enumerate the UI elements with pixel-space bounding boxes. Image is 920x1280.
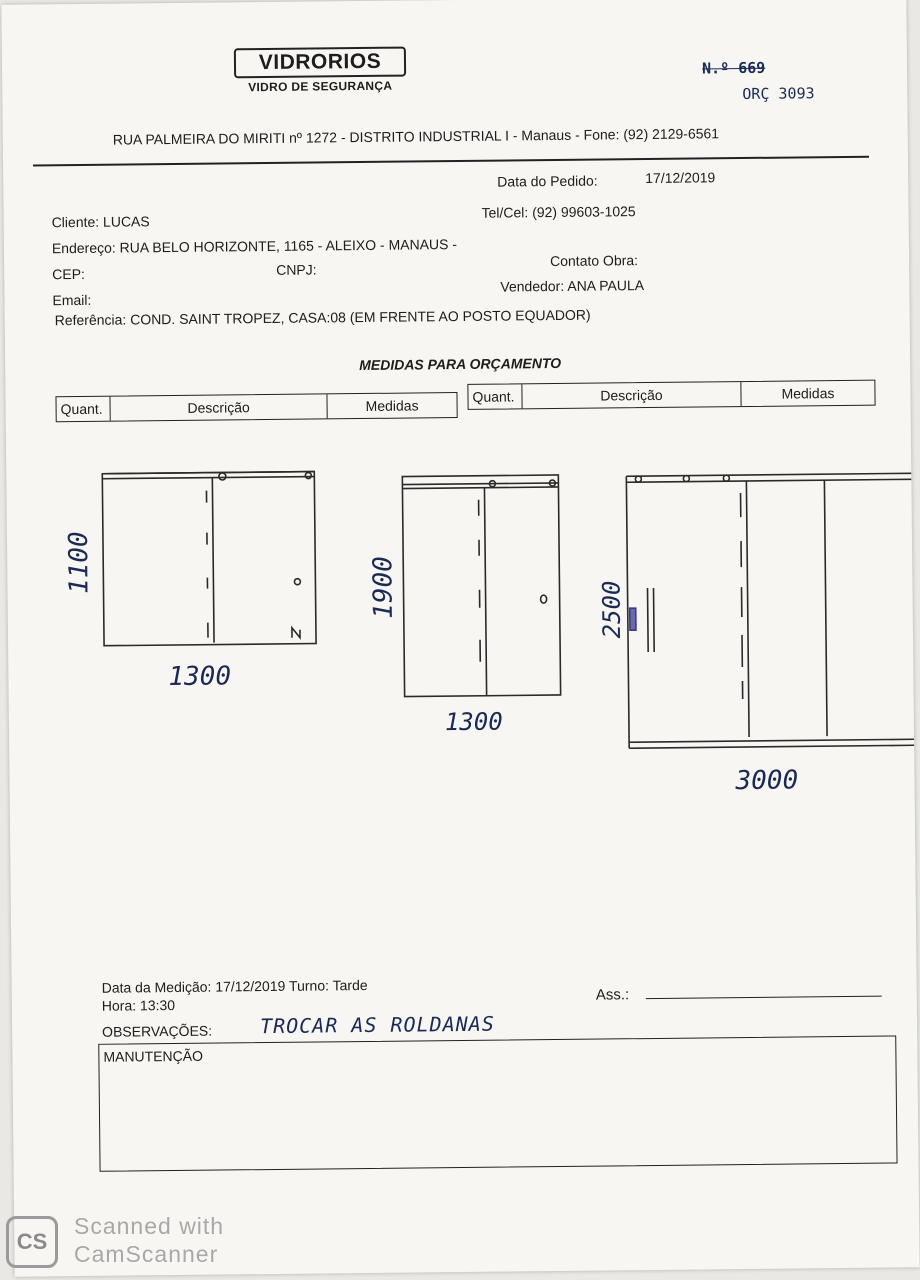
scanner-watermark: [74, 1212, 224, 1268]
seller-value: ANA PAULA: [567, 277, 645, 294]
client-value: LUCAS: [102, 213, 150, 230]
seller-label: Vendedor:: [500, 277, 565, 295]
sketch-1: [102, 472, 316, 646]
client-label: Cliente:: [51, 213, 100, 231]
phone-field: [481, 203, 635, 221]
watermark-line-1: Scanned with: [74, 1213, 225, 1239]
email-label: Email:: [52, 291, 92, 309]
logo-subtitle: VIDRO DE SEGURANÇA: [248, 78, 393, 95]
sketch1-width-label: 1300: [168, 661, 232, 693]
measurements-header-right: [467, 380, 875, 410]
order-date-label: Data do Pedido:: [497, 172, 598, 190]
sketch3-width-label: 3000: [735, 765, 799, 797]
watermark-line-2: CamScanner: [74, 1241, 219, 1267]
observations-box: [98, 1035, 897, 1171]
sketch1-height-label: 1100: [63, 531, 95, 595]
address-field: [52, 236, 457, 256]
col-quant-2: Quant.: [468, 384, 522, 409]
shift-value: Tarde: [332, 976, 368, 994]
reference-field: [55, 307, 591, 329]
phone-label: Tel/Cel:: [481, 204, 529, 221]
header-divider: [33, 156, 869, 167]
door-sketches: [6, 435, 915, 834]
sketch2-width-label: 1300: [444, 707, 503, 737]
sketch3-height-label: 2500: [597, 580, 627, 639]
measure-date-value: 17/12/2019: [215, 977, 286, 995]
order-number: N.º 669: [701, 58, 766, 78]
cep-label: CEP:: [52, 265, 85, 283]
measurements-header-left: [55, 392, 457, 422]
document-sheet: [1, 0, 919, 1277]
sketch2-height-label: 1900: [368, 556, 399, 619]
hour-field: [102, 997, 175, 1014]
client-field: [52, 213, 150, 230]
phone-value: (92) 99603-1025: [532, 203, 636, 221]
reference-value: COND. SAINT TROPEZ, CASA:08 (EM FRENTE AO POSTO EQUADOR): [130, 306, 591, 328]
contact-label: Contato Obra:: [549, 252, 639, 270]
order-date-value: 17/12/2019: [645, 169, 716, 187]
observations-box-text: MANUTENÇÃO: [103, 1047, 204, 1065]
address-label: Endereço:: [51, 239, 116, 257]
company-logo: VIDRORIOS: [234, 47, 406, 79]
cnpj-label: CNPJ:: [276, 261, 317, 278]
col-measures-2: Medidas: [781, 385, 835, 402]
hour-label: Hora:: [101, 997, 137, 1014]
measure-date-field: [102, 977, 368, 996]
observations-handwritten: TROCAR AS ROLDANAS: [259, 1011, 495, 1039]
shift-label: Turno:: [288, 977, 330, 994]
company-address: RUA PALMEIRA DO MIRITI nº 1272 - DISTRITO INDUSTRIAL I - Manaus - Fone: (92) 2129-6561: [112, 125, 720, 148]
signature-label: Ass.:: [595, 986, 630, 1004]
observations-label: OBSERVAÇÕES:: [102, 1022, 213, 1040]
orc-handwritten: ORÇ 3093: [742, 84, 815, 104]
address-value: RUA BELO HORIZONTE, 1165 - ALEIXO - MANAUS -: [119, 236, 458, 256]
measure-date-label: Data da Medição:: [101, 978, 212, 996]
hour-value: 13:30: [139, 997, 176, 1014]
sketch-2: [402, 475, 560, 697]
col-description: Descrição: [110, 394, 327, 420]
col-description-2: Descrição: [522, 382, 741, 408]
reference-label: Referência:: [54, 311, 127, 329]
col-quant: Quant.: [56, 397, 110, 422]
col-measures: Medidas: [365, 397, 419, 414]
sketch-3: [626, 473, 914, 748]
seller-field: [500, 277, 644, 295]
camscanner-logo-icon: CS: [6, 1216, 58, 1268]
measurements-title: MEDIDAS PARA ORÇAMENTO: [359, 354, 562, 374]
signature-line: [646, 996, 882, 999]
